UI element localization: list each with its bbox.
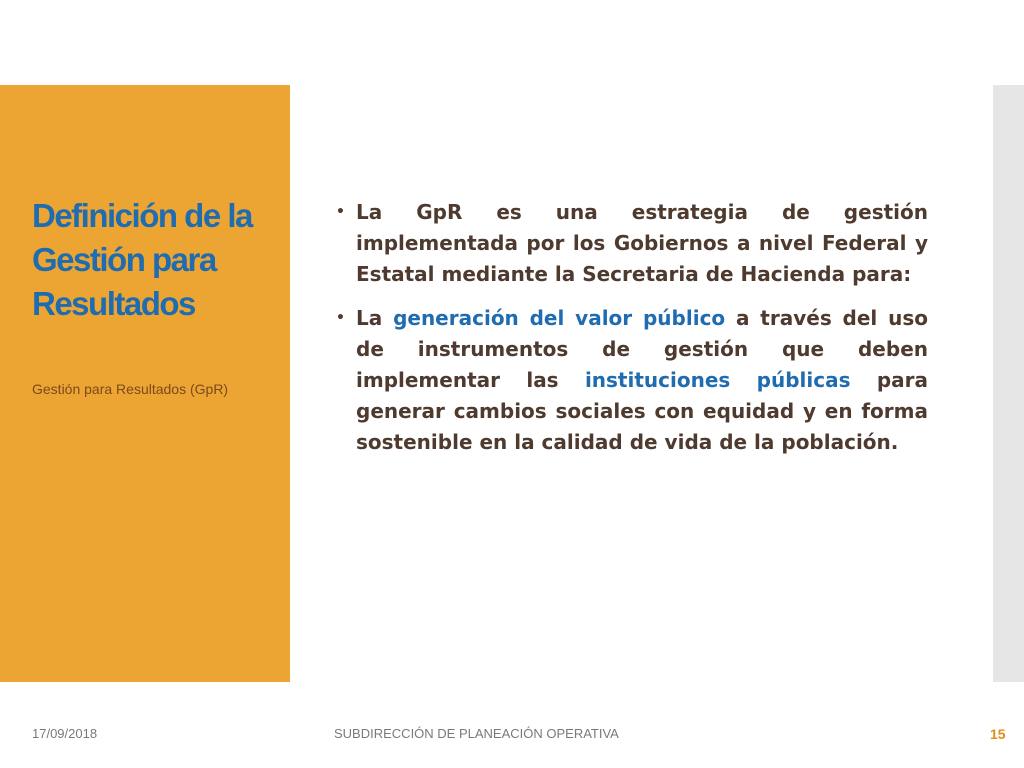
bullet-text: para generar cambios sociales con equidad y en forma sostenible en la calidad de vida de la población. xyxy=(356,368,928,454)
side-strip xyxy=(993,85,1024,682)
page-number: 15 xyxy=(990,726,1006,742)
bullet-icon: • xyxy=(336,310,345,326)
footer-date: 17/09/2018 xyxy=(32,726,98,741)
bullet-list xyxy=(336,197,928,471)
slide-subtitle: Gestión para Resultados (GpR) xyxy=(32,381,229,397)
slide-title: Definición de la Gestión para Resultados xyxy=(32,197,252,322)
bullet-text: La xyxy=(356,306,394,330)
bullet-icon: • xyxy=(336,204,345,220)
bullet-item xyxy=(336,197,928,290)
bullet-text: a través del uso de instrumentos de gestión que deben implementar las xyxy=(356,306,928,392)
footer-organization: SUBDIRECCIÓN DE PLANEACIÓN OPERATIVA xyxy=(334,726,619,741)
highlight-text: generación del valor público xyxy=(393,306,726,330)
bullet-item xyxy=(336,303,928,458)
highlight-text: instituciones públicas xyxy=(584,368,851,392)
bullet-text: La GpR es una estrategia de gestión implementada por los Gobiernos a nivel Federal y Estatal mediante la Secretaria de Hacienda para: xyxy=(356,200,928,286)
